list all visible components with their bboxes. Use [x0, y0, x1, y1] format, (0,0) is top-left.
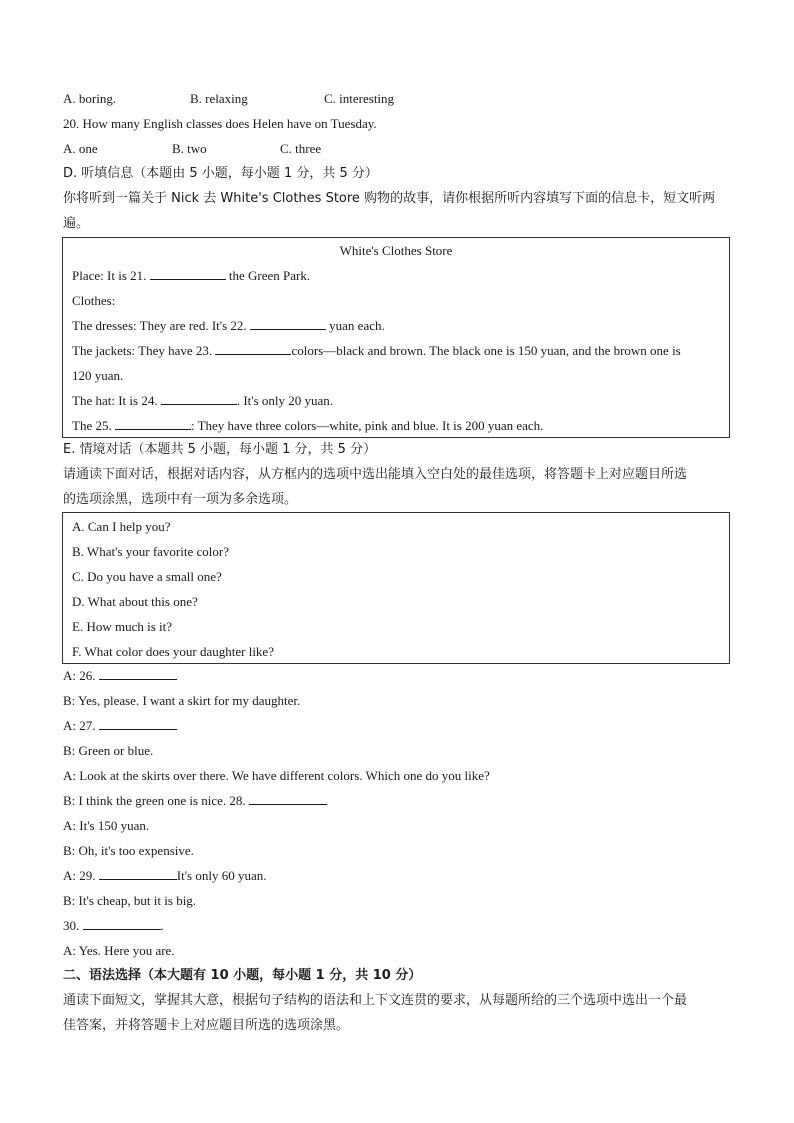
info-card-clothes: Clothes:	[72, 293, 116, 308]
dresses-rest: yuan each.	[329, 318, 385, 333]
section-ii-instruction-line2: 佳答案，并将答题卡上对应题目所选的选项涂黑。	[63, 1018, 350, 1033]
option-f: F. What color does your daughter like?	[72, 644, 274, 659]
dialogue-30-rest: .	[160, 918, 164, 933]
dialogue-line-5: A: Look at the skirts over there. We have different colors. Which one do you like?	[63, 768, 490, 783]
blank-25[interactable]	[115, 417, 191, 430]
dialogue-line-7: A: It's 150 yuan.	[63, 818, 150, 833]
info-card-title: White's Clothes Store	[339, 243, 453, 258]
section-ii-instruction-line1: 通读下面短文，掌握其大意，根据句子结构的语法和上下文连贯的要求，从每题所给的三个选项中选出一个最	[63, 993, 688, 1008]
dialogue-line-26	[63, 667, 177, 685]
q25-rest: : They have three colors—white, pink and blue. It is 200 yuan each.	[190, 418, 544, 433]
dialogue-line-28	[63, 792, 327, 810]
q20-question: 20. How many English classes does Helen have on Tuesday.	[63, 116, 377, 131]
dialogue-30-label: 30.	[63, 918, 80, 933]
blank-23[interactable]	[215, 342, 291, 355]
blank-28[interactable]	[249, 792, 327, 805]
dialogue-27-label: A: 27.	[63, 718, 96, 733]
jackets-rest: colors—black and brown. The black one is 150 yuan, and the brown one is	[291, 343, 681, 358]
option-e: E. How much is it?	[72, 619, 173, 634]
dialogue-29-rest: It's only 60 yuan.	[176, 868, 267, 883]
info-card-dresses	[72, 317, 385, 335]
q20-option-c: C. three	[280, 141, 322, 156]
blank-21[interactable]	[150, 267, 226, 280]
q19-option-b: B. relaxing	[190, 91, 248, 106]
dialogue-line-12: A: Yes. Here you are.	[63, 943, 175, 958]
info-card-jackets	[72, 342, 681, 360]
info-card-place	[72, 267, 310, 285]
section-d-instruction-line1: 你将听到一篇关于 Nick 去 White's Clothes Store 购物的故事，请你根据所听内容填写下面的信息卡，短文听两	[63, 191, 716, 206]
info-card-hat	[72, 392, 333, 410]
blank-30[interactable]	[83, 917, 161, 930]
place-rest: the Green Park.	[228, 268, 311, 283]
dialogue-line-27	[63, 717, 177, 735]
q19-option-c: C. interesting	[324, 91, 395, 106]
section-d-instruction-line2: 遍。	[63, 216, 90, 231]
dialogue-line-10: B: It's cheap, but it is big.	[63, 893, 197, 908]
section-d-title: D. 听填信息（本题由 5 小题，每小题 1 分，共 5 分）	[63, 166, 378, 181]
q20-option-b: B. two	[172, 141, 207, 156]
hat-rest: . It's only 20 yuan.	[236, 393, 334, 408]
option-b: B. What's your favorite color?	[72, 544, 229, 559]
blank-26[interactable]	[99, 667, 177, 680]
dialogue-line-29	[63, 867, 266, 885]
blank-22[interactable]	[250, 317, 326, 330]
place-label: Place: It is 21.	[72, 268, 147, 283]
dialogue-line-2: B: Yes, please. I want a skirt for my daughter.	[63, 693, 301, 708]
dialogue-26-label: A: 26.	[63, 668, 96, 683]
options-box	[62, 512, 730, 664]
q20-option-a: A. one	[63, 141, 98, 156]
dialogue-29-label: A: 29.	[63, 868, 96, 883]
section-ii-title: 二、语法选择（本大题有 10 小题，每小题 1 分，共 10 分）	[63, 968, 422, 983]
option-d: D. What about this one?	[72, 594, 198, 609]
dialogue-line-4: B: Green or blue.	[63, 743, 154, 758]
dialogue-line-8: B: Oh, it's too expensive.	[63, 843, 194, 858]
option-a: A. Can I help you?	[72, 519, 171, 534]
info-card-jackets-cont: 120 yuan.	[72, 368, 124, 383]
hat-label: The hat: It is 24.	[72, 393, 158, 408]
dresses-label: The dresses: They are red. It's 22.	[72, 318, 247, 333]
q19-option-a: A. boring.	[63, 91, 117, 106]
option-c: C. Do you have a small one?	[72, 569, 222, 584]
dialogue-28-label: B: I think the green one is nice. 28.	[63, 793, 246, 808]
blank-29[interactable]	[99, 867, 177, 880]
q25-label: The 25.	[72, 418, 112, 433]
blank-24[interactable]	[161, 392, 237, 405]
jackets-label: The jackets: They have 23.	[72, 343, 213, 358]
info-card-q25	[72, 417, 543, 435]
blank-27[interactable]	[99, 717, 177, 730]
section-e-instruction-line1: 请通读下面对话，根据对话内容，从方框内的选项中选出能填入空白处的最佳选项，将答题卡上对应题目所选	[63, 467, 688, 482]
section-e-title: E. 情境对话（本题共 5 小题，每小题 1 分，共 5 分）	[63, 442, 377, 457]
info-card	[62, 237, 730, 438]
dialogue-line-30	[63, 917, 164, 935]
section-e-instruction-line2: 的选项涂黑，选项中有一项为多余选项。	[63, 492, 298, 507]
